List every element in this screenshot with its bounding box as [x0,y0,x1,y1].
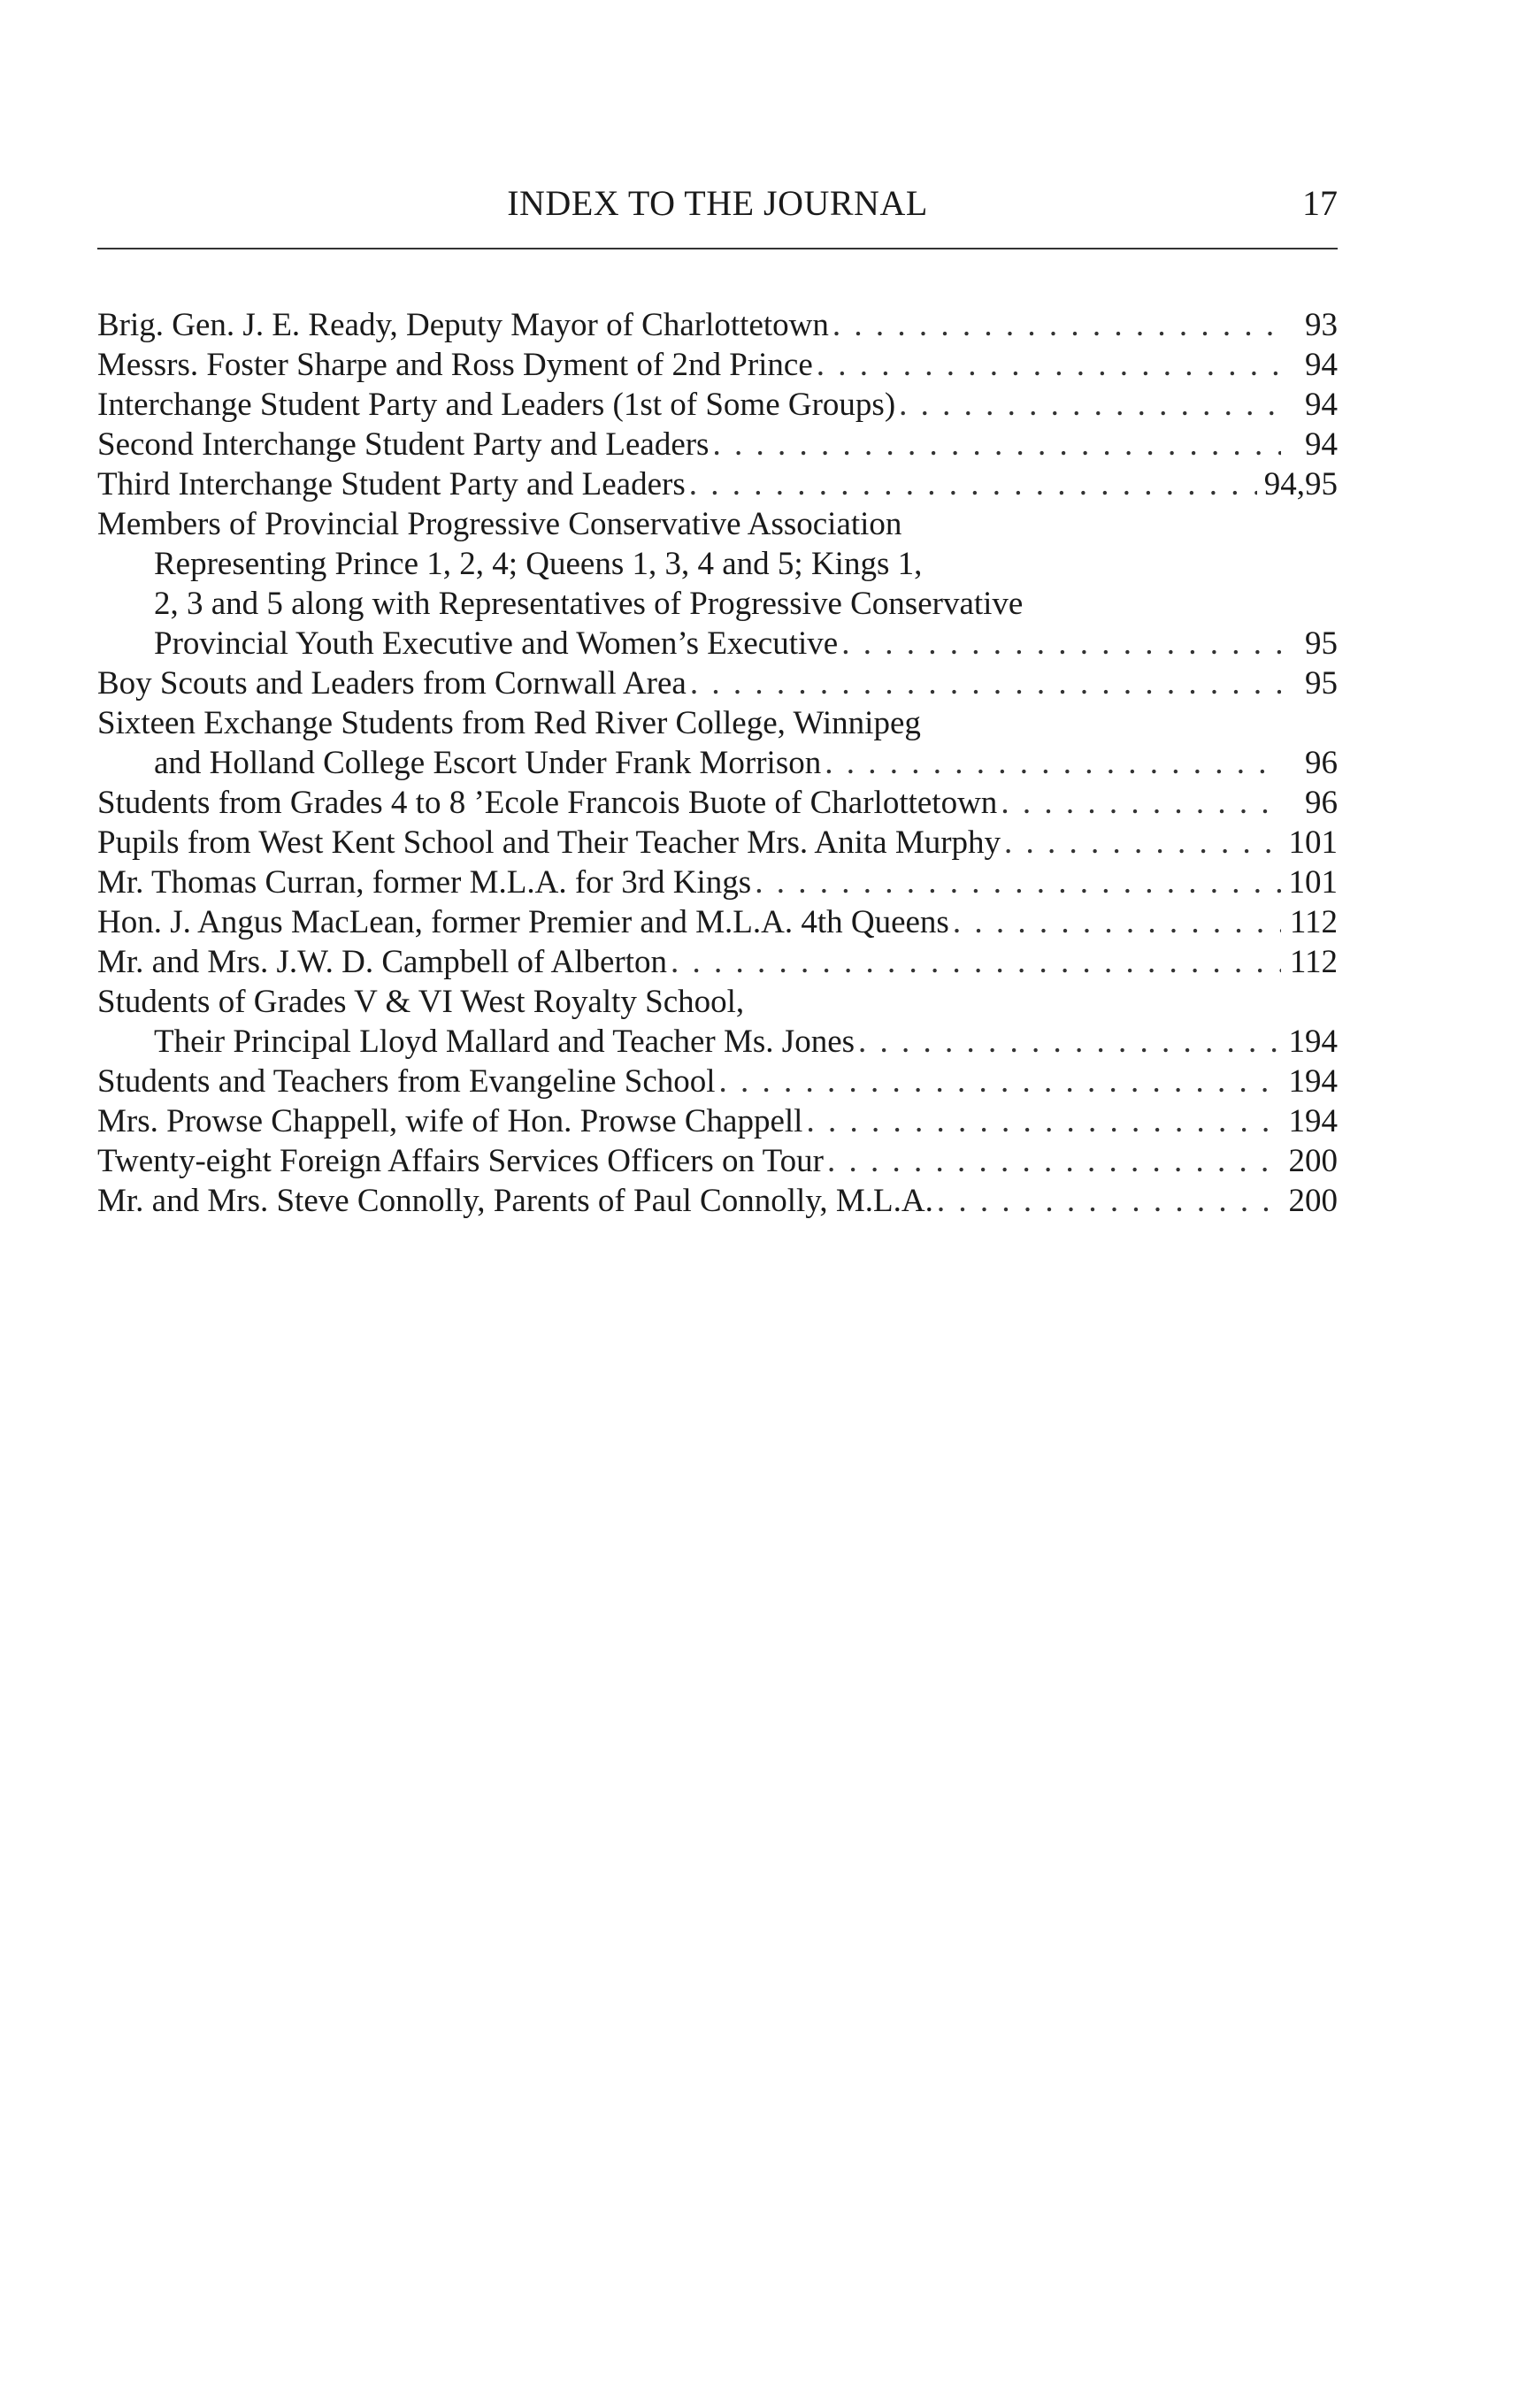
dot-leader [817,345,1281,385]
dot-leader [806,1101,1281,1141]
entry-text: Mrs. Prowse Chappell, wife of Hon. Prowse Chappell [97,1103,803,1139]
index-entry [97,1141,1338,1181]
entry-page-number: 112 [1289,904,1338,940]
dot-leader [755,863,1281,902]
entry-page-number: 94 [1305,426,1338,463]
index-entry [97,464,1338,504]
entry-text: Sixteen Exchange Students from Red River College, Winnipeg [97,705,921,741]
entry-page-number: 112 [1289,944,1338,980]
index-entry-continuation [97,624,1338,663]
entry-page-number: 200 [1288,1183,1338,1219]
dot-leader [825,743,1281,783]
entry-text: Students and Teachers from Evangeline School [97,1063,716,1100]
index-entry-continuation [97,743,1338,783]
entry-page-number: 96 [1305,745,1338,781]
entry-text: Third Interchange Student Party and Leaders [97,466,686,502]
index-entry-continuation [97,544,1338,584]
dot-leader [937,1181,1281,1221]
entry-text: Students of Grades V & VI West Royalty School, [97,984,745,1020]
dot-leader [858,1022,1281,1062]
entry-text: Mr. and Mrs. Steve Connolly, Parents of Paul Connolly, M.L.A. [97,1183,933,1219]
page-header [97,177,1338,230]
entry-text: Twenty-eight Foreign Affairs Services Officers on Tour [97,1143,824,1179]
index-entry [97,1181,1338,1221]
dot-leader [671,942,1281,982]
index-entry [97,942,1338,982]
entry-page-number: 94,95 [1263,466,1338,502]
entry-text: Mr. and Mrs. J.W. D. Campbell of Alberton [97,944,668,980]
header-rule [97,248,1338,249]
entry-page-number: 194 [1288,1024,1338,1060]
entry-text: Provincial Youth Executive and Women’s Executive [154,625,839,662]
index-list [97,305,1338,1221]
entry-page-number: 95 [1305,625,1338,662]
index-entry [97,902,1338,942]
dot-leader [953,902,1281,942]
index-entry [97,823,1338,863]
index-entry [97,305,1338,345]
index-entry [97,1062,1338,1101]
entry-page-number: 194 [1288,1063,1338,1100]
index-entry [97,345,1338,385]
entry-page-number: 94 [1305,387,1338,423]
index-entry [97,783,1338,823]
entry-page-number: 101 [1288,824,1338,861]
index-entry-continuation [97,1022,1338,1062]
dot-leader [827,1141,1281,1181]
entry-page-number: 200 [1288,1143,1338,1179]
entry-text: Representing Prince 1, 2, 4; Queens 1, 3, 4 and 5; Kings 1, [154,546,923,582]
dot-leader [899,385,1281,425]
entry-text: Hon. J. Angus MacLean, former Premier and M.L.A. 4th Queens [97,904,949,940]
index-entry [97,504,1338,544]
entry-text: Pupils from West Kent School and Their Teacher Mrs. Anita Murphy [97,824,1001,861]
dot-leader [1004,823,1281,863]
dot-leader [841,624,1281,663]
entry-text: 2, 3 and 5 along with Representatives of Progressive Conservative [154,586,1024,622]
page-number: 17 [1302,183,1338,223]
index-entry [97,1101,1338,1141]
running-title: INDEX TO THE JOURNAL [507,183,928,223]
index-entry-continuation [97,584,1338,624]
entry-page-number: 93 [1305,307,1338,343]
entry-text: Interchange Student Party and Leaders (1st of Some Groups) [97,387,896,423]
entry-text: Second Interchange Student Party and Leaders [97,426,710,463]
entry-text: Their Principal Lloyd Mallard and Teacher Ms. Jones [154,1024,855,1060]
entry-text: Students from Grades 4 to 8 ’Ecole Francois Buote of Charlottetown [97,785,998,821]
entry-page-number: 101 [1288,864,1338,901]
index-entry [97,863,1338,902]
entry-text: Messrs. Foster Sharpe and Ross Dyment of 2nd Prince [97,347,813,383]
entry-page-number: 94 [1305,347,1338,383]
entry-page-number: 194 [1288,1103,1338,1139]
index-entry [97,663,1338,703]
dot-leader [712,425,1281,464]
dot-leader [690,663,1281,703]
entry-text: Mr. Thomas Curran, former M.L.A. for 3rd Kings [97,864,752,901]
entry-page-number: 96 [1305,785,1338,821]
entry-page-number: 95 [1305,665,1338,702]
entry-text: Members of Provincial Progressive Conservative Association [97,506,902,542]
dot-leader [689,464,1257,504]
dot-leader [832,305,1281,345]
dot-leader [719,1062,1281,1101]
entry-text: Brig. Gen. J. E. Ready, Deputy Mayor of Charlottetown [97,307,829,343]
index-entry [97,703,1338,743]
index-entry [97,385,1338,425]
dot-leader [1001,783,1281,823]
index-entry [97,425,1338,464]
entry-text: Boy Scouts and Leaders from Cornwall Area [97,665,687,702]
entry-text: and Holland College Escort Under Frank Morrison [154,745,822,781]
index-entry [97,982,1338,1022]
